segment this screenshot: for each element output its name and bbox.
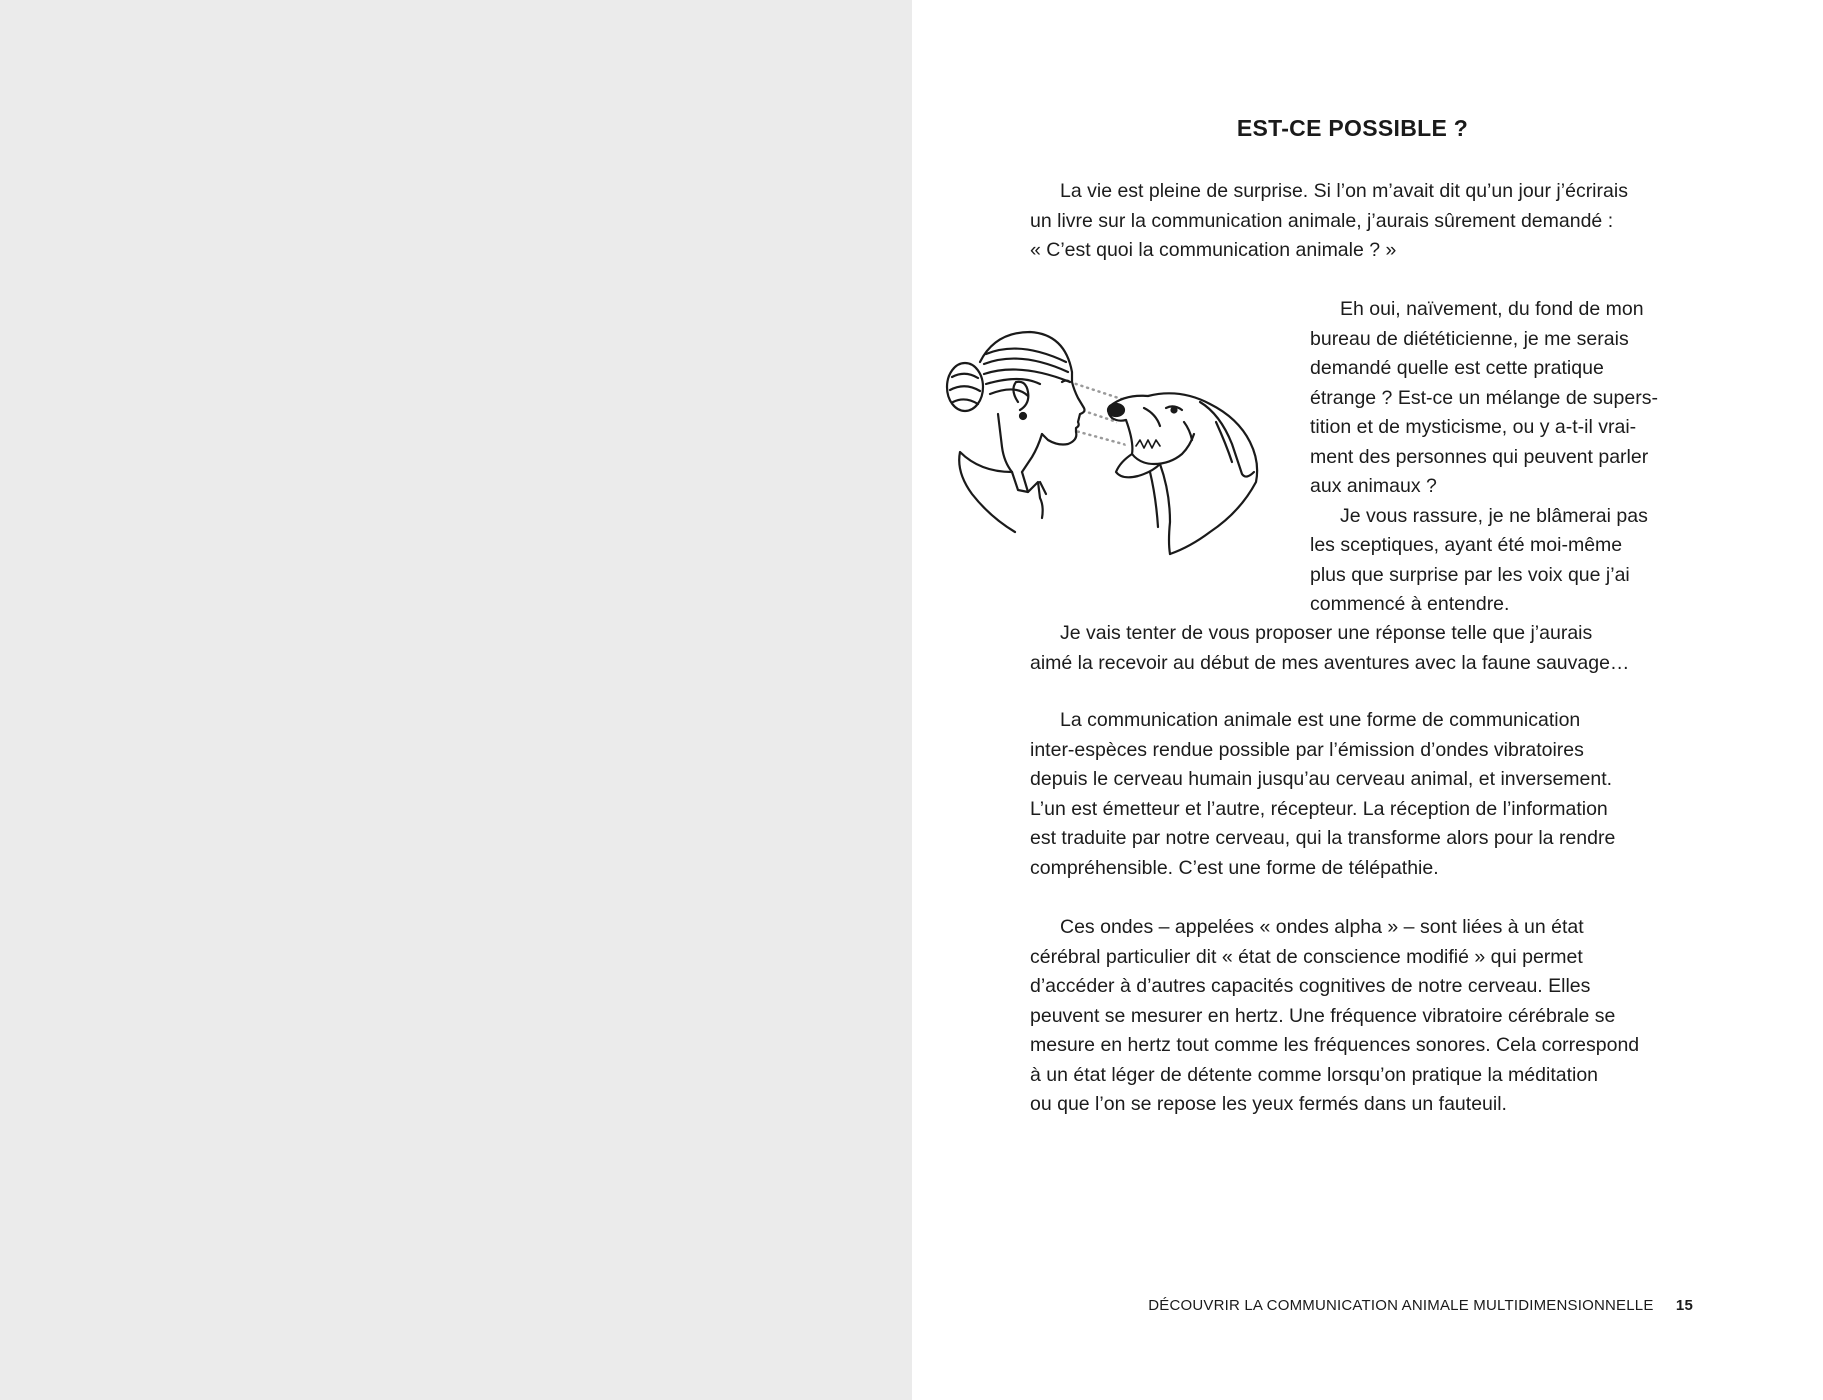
text-line: ment des personnes qui peuvent parler <box>1310 445 1649 468</box>
text-line: est traduite par notre cerveau, qui la transforme alors pour la rendre <box>1030 827 1616 849</box>
text-line: Je vais tenter de vous proposer une réponse telle que j’aurais <box>1060 622 1593 644</box>
text-line: Eh oui, naïvement, du fond de mon <box>1340 298 1644 320</box>
text-line: depuis le cerveau humain jusqu’au cerveau animal, et inversement. <box>1030 768 1613 790</box>
text-line: Ces ondes – appelées « ondes alpha » – sont liées à un état <box>1060 916 1584 938</box>
text-line: mesure en hertz tout comme les fréquences sonores. Cela correspond <box>1030 1034 1640 1056</box>
text-line: commencé à entendre. <box>1310 593 1510 615</box>
text-line: inter-espèces rendue possible par l’émission d’ondes vibratoires <box>1030 738 1584 761</box>
alpha-waves-paragraph <box>1030 913 1675 1120</box>
text-line: « C’est quoi la communication animale ? » <box>1030 239 1397 261</box>
text-line: tition et de mysticisme, ou y a-t-il vrai- <box>1310 416 1637 438</box>
text-line: La vie est pleine de surprise. Si l’on m’avait dit qu’un jour j’écrirais <box>1060 180 1628 202</box>
wrapped-paragraph <box>1310 295 1675 620</box>
text-line: à un état léger de détente comme lorsqu’on pratique la méditation <box>1030 1063 1599 1086</box>
woman-dog-telepathy-illustration <box>920 322 1300 562</box>
running-head: DÉCOUVRIR LA COMMUNICATION ANIMALE MULTIDIMENSIONNELLE <box>1148 1297 1654 1314</box>
page-title: EST-CE POSSIBLE ? <box>1236 115 1469 141</box>
text-line: demandé quelle est cette pratique <box>1310 357 1604 379</box>
text-line: aimé la recevoir au début de mes aventures avec la faune sauvage… <box>1030 651 1630 674</box>
text-line: peuvent se mesurer en hertz. Une fréquence vibratoire cérébrale se <box>1030 1004 1616 1027</box>
text-line: cérébral particulier dit « état de conscience modifié » qui permet <box>1030 945 1583 968</box>
text-line: d’accéder à d’autres capacités cognitives de notre cerveau. Elles <box>1030 975 1591 997</box>
page-number: 15 <box>1675 1297 1693 1314</box>
text-line: étrange ? Est-ce un mélange de supers- <box>1310 386 1658 409</box>
text-line: La communication animale est une forme de communication <box>1060 709 1581 731</box>
text-line: ou que l’on se repose les yeux fermés dans un fauteuil. <box>1030 1093 1507 1115</box>
text-line: les sceptiques, ayant été moi-même <box>1310 534 1623 556</box>
text-line: aux animaux ? <box>1310 475 1437 497</box>
text-line: Je vous rassure, je ne blâmerai pas <box>1340 504 1648 527</box>
text-line: bureau de diététicienne, je me serais <box>1310 327 1629 350</box>
intro-paragraph <box>1030 177 1675 266</box>
text-line: plus que surprise par les voix que j’ai <box>1310 563 1630 586</box>
text-line: un livre sur la communication animale, j’aurais sûrement demandé : <box>1030 209 1614 232</box>
communication-paragraph <box>1030 706 1675 883</box>
page-footer <box>1148 1297 1693 1314</box>
text-line: L’un est émetteur et l’autre, récepteur. La réception de l’information <box>1030 797 1608 820</box>
after-illustration-paragraph <box>1030 619 1675 678</box>
text-line: compréhensible. C’est une forme de télépathie. <box>1030 856 1439 879</box>
